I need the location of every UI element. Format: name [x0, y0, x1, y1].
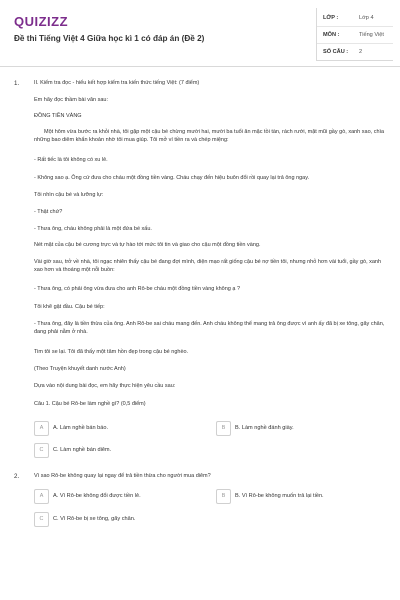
answer-option-a[interactable] [34, 421, 204, 436]
answer-option-c[interactable] [34, 512, 204, 527]
meta-row-count [317, 44, 393, 60]
meta-value: Lớp 4 [359, 15, 374, 21]
quizizz-logo: QUIZIZZ [14, 14, 69, 29]
option-letter: B [216, 421, 231, 436]
question-paragraph: Tôi nhìn cậu bé và lưỡng lự: [34, 192, 104, 198]
meta-key: LỚP : [323, 15, 339, 21]
worksheet-header [0, 0, 400, 67]
meta-info-box [316, 8, 393, 61]
question-paragraph: - Thật chứ? [34, 209, 63, 215]
question-number: 1. [14, 80, 20, 87]
question-paragraph: Tôi khẽ gật đầu. Cậu bé tiếp: [34, 304, 105, 310]
question-prompt: Vì sao Rô-be không quay lại ngay để trả tiền thừa cho người mua diêm? [34, 473, 211, 479]
option-text: B. Làm nghề đánh giày. [235, 425, 294, 431]
option-letter: C [34, 512, 49, 527]
meta-key: MÔN : [323, 32, 340, 38]
question-prompt: Câu 1. Cậu bé Rô-be làm nghề gì? (0,5 điểm) [34, 401, 146, 407]
question-number: 2. [14, 473, 20, 480]
page-title: Đề thi Tiếng Việt 4 Giữa học kì 1 có đáp án (Đề 2) [14, 34, 205, 43]
meta-value: Tiếng Việt [359, 32, 384, 38]
question-paragraph: Một hôm vừa bước ra khỏi nhà, tôi gặp một cậu bé chừng mười hai, mười ba tuổi ăn mặc tồi tàn, rách rưới, mặt mũi gầy gò, xanh xao, chìa những bao diêm khẩn khoản nhờ tôi mua giúp. Tôi mở ví tiền ra và chép miệng: [34, 129, 385, 143]
answer-option-c[interactable] [34, 443, 204, 458]
question-paragraph: II. Kiểm tra đọc - hiểu kết hợp kiểm tra kiến thức tiếng Việt: (7 điểm) [34, 80, 200, 86]
option-text: B. Vì Rô-be không muốn trả lại tiền. [235, 493, 324, 499]
question-paragraph: - Thưa ông, cháu không phải là một đứa bé xấu. [34, 226, 152, 232]
meta-key: SỐ CÂU : [323, 49, 349, 55]
question-paragraph: - Không sao ạ. Ông cứ đưa cho cháu một đồng tiền vàng. Cháu chạy đến hiệu buôn đổi rồi quay lại trả ông ngay. [34, 175, 310, 181]
option-letter: C [34, 443, 49, 458]
question-paragraph: - Rất tiếc là tôi không có xu lẻ. [34, 157, 108, 163]
question-paragraph: - Thưa ông, có phải ông vừa đưa cho anh Rô-be cháu một đồng tiền vàng không ạ ? [34, 286, 241, 292]
question-paragraph: (Theo Truyện khuyết danh nước Anh) [34, 366, 126, 372]
option-text: C. Vì Rô-be bị xe tông, gãy chân. [53, 516, 136, 522]
question-paragraph: Dựa vào nội dung bài đọc, em hãy thực hiện yêu cầu sau: [34, 383, 176, 389]
option-letter: A [34, 489, 49, 504]
answer-option-b[interactable] [216, 421, 386, 436]
option-text: A. Làm nghề bán báo. [53, 425, 109, 431]
question-paragraph: - Thưa ông, đây là tiền thừa của ông. Anh Rô-be sai cháu mang đến. Anh cháu không thể mang trả ông được vì anh ấy đã bị xe tông, gãy chân, đang phải nằm ở nhà. [34, 321, 385, 335]
passage-title: ĐỒNG TIỀN VÀNG [34, 113, 82, 119]
question-paragraph: Vài giờ sau, trở về nhà, tôi ngạc nhiên thấy cậu bé đang đợi mình, diện mạo rất giống cậu bé nợ tiền tôi, nhưng nhỏ hơn vài tuổi, gầy gò, xanh xao hơn và thoáng một nỗi buồn: [34, 259, 382, 273]
option-letter: A [34, 421, 49, 436]
answer-option-b[interactable] [216, 489, 386, 504]
meta-value: 2 [359, 49, 363, 55]
question-paragraph: Nét mặt của cậu bé cương trực và tự hào tới mức tôi tin và giao cho cậu một đồng tiền vàng. [34, 242, 261, 248]
option-letter: B [216, 489, 231, 504]
question-paragraph: Em hãy đọc thầm bài văn sau: [34, 97, 108, 103]
meta-row-grade [317, 10, 393, 27]
answer-option-a[interactable] [34, 489, 204, 504]
question-paragraph: Tim tôi se lại. Tôi đã thấy một tâm hồn đẹp trong cậu bé nghèo. [34, 349, 189, 355]
option-text: A. Vì Rô-be không đổi được tiền lẻ. [53, 493, 141, 499]
meta-row-subject [317, 27, 393, 44]
option-text: C. Làm nghề bán diêm. [53, 447, 112, 453]
